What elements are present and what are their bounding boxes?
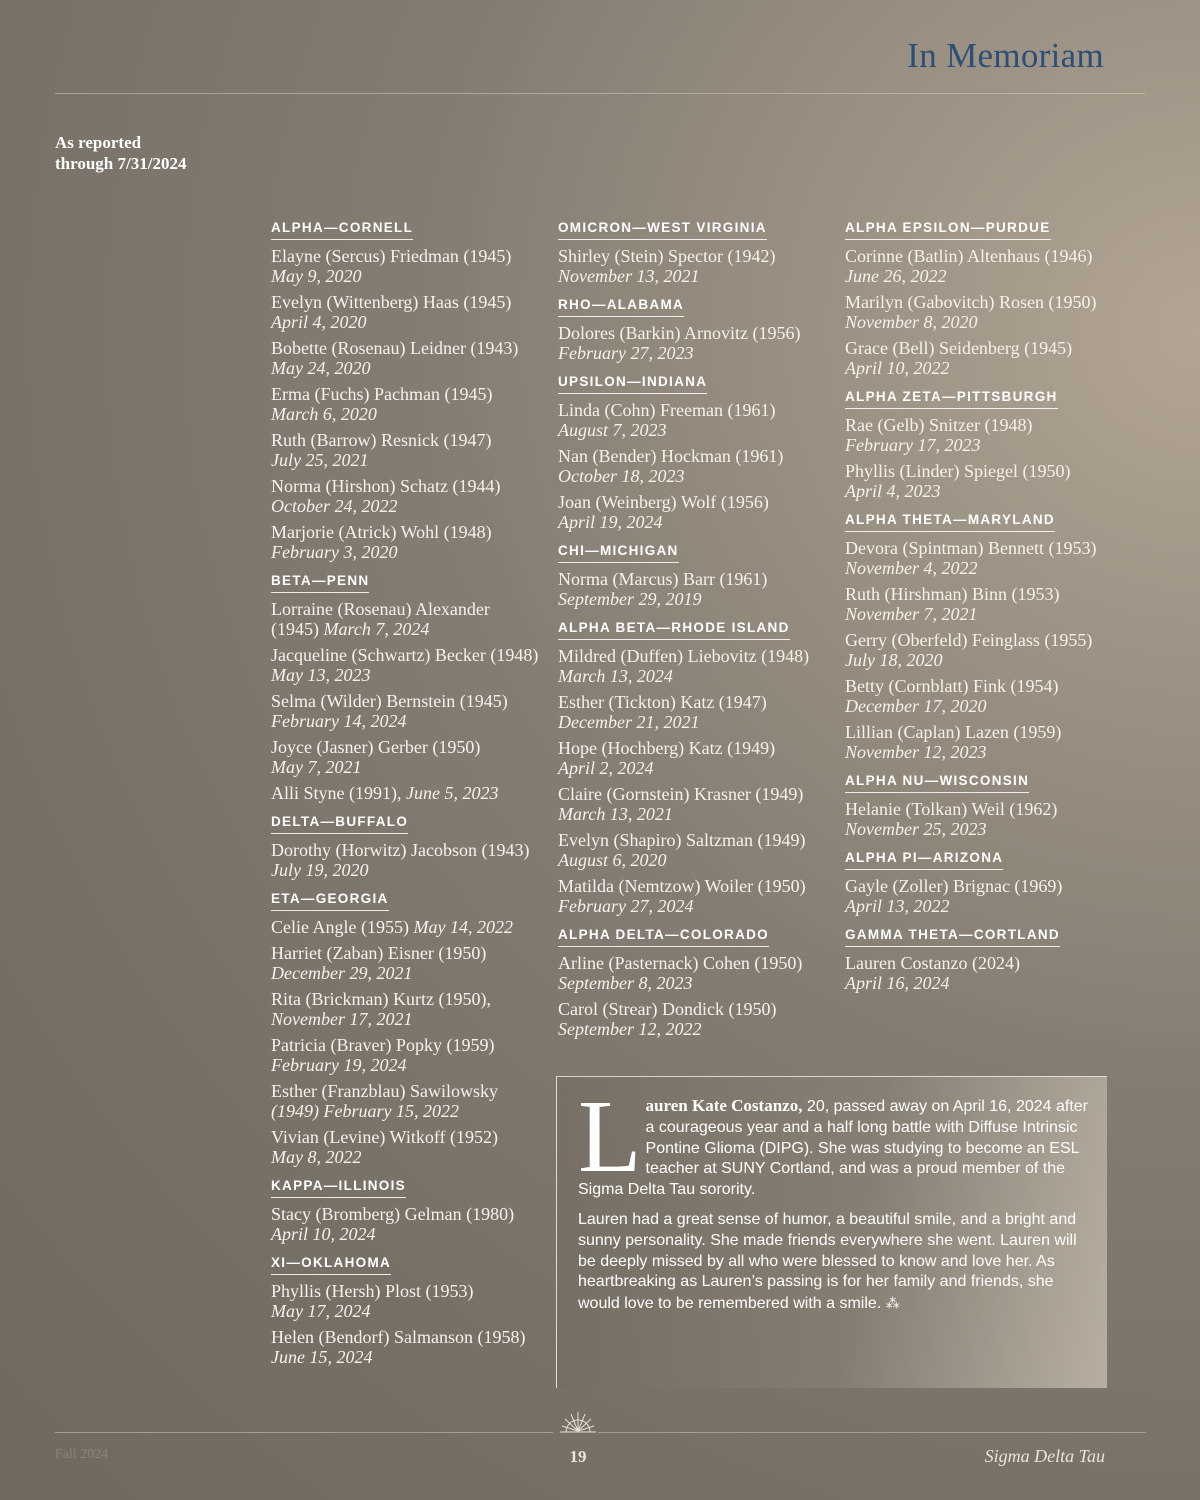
member-name: Helanie (Tolkan) Weil (1962) [845, 799, 1058, 819]
chapter-heading: CHI—MICHIGAN [558, 543, 679, 563]
date-of-passing: November 13, 2021 [558, 266, 700, 286]
chapter-heading: ALPHA DELTA—COLORADO [558, 927, 769, 947]
member-name: Rae (Gelb) Snitzer (1948) [845, 415, 1033, 435]
member-name: Gayle (Zoller) Brignac (1969) [845, 876, 1063, 896]
chapter-heading: ALPHA—CORNELL [271, 220, 413, 240]
memorial-entry [558, 953, 828, 993]
chapter-section [558, 542, 828, 609]
member-name: Lorraine (Rosenau) Alexander (1945) [271, 599, 490, 639]
end-mark-icon: ⁂ [885, 1295, 900, 1312]
memorial-entry [271, 917, 541, 937]
date-of-passing: September 8, 2023 [558, 973, 693, 993]
member-name: Helen (Bendorf) Salmanson (1958) [271, 1327, 526, 1347]
date-of-passing: April 10, 2024 [271, 1224, 376, 1244]
date-of-passing: April 10, 2022 [845, 358, 950, 378]
member-name: Nan (Bender) Hockman (1961) [558, 446, 784, 466]
chapter-heading: XI—OKLAHOMA [271, 1255, 391, 1275]
member-name: Evelyn (Shapiro) Saltzman (1949) [558, 830, 806, 850]
member-name: Norma (Hirshon) Schatz (1944) [271, 476, 501, 496]
date-of-passing: May 17, 2024 [271, 1301, 371, 1321]
member-name: Lauren Costanzo (2024) [845, 953, 1020, 973]
date-of-passing: July 18, 2020 [845, 650, 943, 670]
footer-brand: Sigma Delta Tau [984, 1446, 1105, 1466]
member-name: Phyllis (Hersh) Plost (1953) [271, 1281, 474, 1301]
date-of-passing: February 19, 2024 [271, 1055, 407, 1075]
date-of-passing: November 4, 2022 [845, 558, 978, 578]
date-of-passing: June 5, 2023 [406, 783, 499, 803]
chapter-heading: DELTA—BUFFALO [271, 814, 408, 834]
memorial-entry [845, 630, 1115, 670]
date-of-passing: May 13, 2023 [271, 665, 371, 685]
member-name: Betty (Cornblatt) Fink (1954) [845, 676, 1059, 696]
memorial-entry [558, 492, 828, 532]
member-name: Norma (Marcus) Barr (1961) [558, 569, 768, 589]
memorial-entry [271, 1081, 541, 1121]
memorial-entry [271, 338, 541, 378]
as-of-line-2: through 7/31/2024 [55, 154, 187, 173]
memorial-entry [271, 1204, 541, 1244]
as-of-note [55, 132, 255, 174]
chapter-section [558, 219, 828, 286]
member-name: Linda (Cohn) Freeman (1961) [558, 400, 776, 420]
member-name: Stacy (Bromberg) Gelman (1980) [271, 1204, 515, 1224]
memorial-entry [271, 1281, 541, 1321]
memorial-entry [558, 569, 828, 609]
chapter-section [845, 772, 1115, 839]
memorial-entry [271, 691, 541, 731]
chapter-section [558, 373, 828, 532]
date-of-passing: April 16, 2024 [845, 973, 950, 993]
tribute-paragraph-1-text: 20, passed away on April 16, 2024 after a courageous year and a half long battle with Diffuse Intrinsic Pontine Glioma (DIPG). She was studying to become an ESL teacher at SUNY Cortland, and was a proud member of the Sigma Delta Tau sorority. [578, 1098, 1088, 1199]
member-name: Ruth (Hirshman) Binn (1953) [845, 584, 1060, 604]
chapter-heading: ETA—GEORGIA [271, 891, 389, 911]
chapter-heading: KAPPA—ILLINOIS [271, 1178, 406, 1198]
tribute-box [556, 1076, 1107, 1388]
chapter-section [558, 926, 828, 1039]
date-of-passing: March 7, 2024 [323, 619, 430, 639]
chapter-section [845, 849, 1115, 916]
chapter-heading: UPSILON—INDIANA [558, 374, 707, 394]
header-divider [55, 93, 1145, 94]
date-of-passing: March 13, 2024 [558, 666, 673, 686]
chapter-heading: ALPHA NU—WISCONSIN [845, 773, 1029, 793]
date-of-passing: June 26, 2022 [845, 266, 947, 286]
date-of-passing: April 19, 2024 [558, 512, 663, 532]
memorial-entry [558, 830, 828, 870]
member-name: Mildred (Duffen) Liebovitz (1948) [558, 646, 810, 666]
date-of-passing: August 7, 2023 [558, 420, 667, 440]
member-name: Joyce (Jasner) Gerber (1950) [271, 737, 481, 757]
memorial-entry [845, 538, 1115, 578]
member-name: Carol (Strear) Dondick (1950) [558, 999, 777, 1019]
member-name: Claire (Gornstein) Krasner (1949) [558, 784, 804, 804]
member-name: Ruth (Barrow) Resnick (1947) [271, 430, 492, 450]
chapter-section [271, 1254, 541, 1367]
date-of-passing: May 8, 2022 [271, 1147, 362, 1167]
page-title: In Memoriam [907, 36, 1104, 75]
page-number: 19 [569, 1447, 587, 1466]
memorial-entry [271, 1035, 541, 1075]
member-name: Patricia (Braver) Popky (1959) [271, 1035, 495, 1055]
chapter-section [845, 926, 1115, 993]
memorial-entry [558, 692, 828, 732]
member-name: Marilyn (Gabovitch) Rosen (1950) [845, 292, 1097, 312]
memorial-entry [271, 476, 541, 516]
footer-left-divider [55, 1432, 553, 1433]
memorial-entry [271, 1127, 541, 1167]
memorial-entry [845, 584, 1115, 624]
chapter-section [271, 890, 541, 1167]
tribute-paragraph-1 [578, 1079, 1093, 1201]
memorial-entry [845, 676, 1115, 716]
date-of-passing: July 19, 2020 [271, 860, 369, 880]
date-of-passing: April 4, 2020 [271, 312, 367, 332]
memorial-entry [271, 645, 541, 685]
chapter-section [845, 511, 1115, 762]
sunburst-icon [558, 1406, 598, 1436]
memorial-entry [558, 246, 828, 286]
member-name: Lillian (Caplan) Lazen (1959) [845, 722, 1062, 742]
memorial-entry [558, 446, 828, 486]
date-of-passing: May 7, 2021 [271, 757, 362, 777]
memorial-entry [558, 784, 828, 824]
member-name: Joan (Weinberg) Wolf (1956) [558, 492, 769, 512]
footer-issue: Fall 2024 [55, 1447, 109, 1462]
member-name: Dorothy (Horwitz) Jacobson (1943) [271, 840, 530, 860]
memorial-entry [271, 599, 541, 639]
date-of-passing: November 12, 2023 [845, 742, 987, 762]
member-name: Arline (Pasternack) Cohen (1950) [558, 953, 803, 973]
member-name: Grace (Bell) Seidenberg (1945) [845, 338, 1073, 358]
memorial-entry [845, 292, 1115, 332]
memorial-entry [558, 323, 828, 363]
chapter-section [558, 296, 828, 363]
memorial-entry [845, 246, 1115, 286]
member-name: Elayne (Sercus) Friedman (1945) [271, 246, 512, 266]
member-name: Marjorie (Atrick) Wohl (1948) [271, 522, 492, 542]
member-name: Celie Angle (1955) [271, 917, 409, 937]
member-name: Vivian (Levine) Witkoff (1952) [271, 1127, 498, 1147]
memorial-entry [845, 415, 1115, 455]
member-name: Devora (Spintman) Bennett (1953) [845, 538, 1097, 558]
column-3 [845, 219, 1115, 1003]
chapter-section [271, 572, 541, 803]
member-name: Erma (Fuchs) Pachman (1945) [271, 384, 493, 404]
date-of-passing: February 17, 2023 [845, 435, 981, 455]
chapter-section [271, 219, 541, 562]
date-of-passing: September 12, 2022 [558, 1019, 702, 1039]
chapter-heading: ALPHA EPSILON—PURDUE [845, 220, 1051, 240]
memorial-entry [271, 522, 541, 562]
member-name: Dolores (Barkin) Arnovitz (1956) [558, 323, 801, 343]
tribute-paragraph-2 [578, 1210, 1093, 1315]
chapter-section [558, 619, 828, 916]
as-of-line-1: As reported [55, 133, 142, 152]
member-name: Selma (Wilder) Bernstein (1945) [271, 691, 508, 711]
chapter-section [845, 388, 1115, 501]
date-of-passing: March 13, 2021 [558, 804, 673, 824]
chapter-heading: ALPHA BETA—RHODE ISLAND [558, 620, 790, 640]
date-of-passing: February 14, 2024 [271, 711, 407, 731]
memorial-entry [845, 953, 1115, 993]
member-name: Hope (Hochberg) Katz (1949) [558, 738, 776, 758]
memorial-entry [271, 430, 541, 470]
member-name: Matilda (Nemtzow) Woiler (1950) [558, 876, 806, 896]
memorial-entry [271, 384, 541, 424]
date-of-passing: May 14, 2022 [413, 917, 513, 937]
date-of-passing: October 18, 2023 [558, 466, 685, 486]
date-of-passing: November 25, 2023 [845, 819, 987, 839]
date-of-passing: April 4, 2023 [845, 481, 941, 501]
memorial-entry [845, 722, 1115, 762]
memorial-entry [845, 799, 1115, 839]
memorial-entry [558, 738, 828, 778]
member-name: Corinne (Batlin) Altenhaus (1946) [845, 246, 1093, 266]
memorial-entry [558, 646, 828, 686]
chapter-heading: ALPHA THETA—MARYLAND [845, 512, 1055, 532]
date-of-passing: September 29, 2019 [558, 589, 702, 609]
member-name: Harriet (Zaban) Eisner (1950) [271, 943, 487, 963]
tribute-dropcap: L [578, 1079, 642, 1194]
footer-right-divider [598, 1432, 1146, 1433]
member-name: Esther (Tickton) Katz (1947) [558, 692, 767, 712]
memorial-entry [845, 338, 1115, 378]
date-of-passing: December 17, 2020 [845, 696, 987, 716]
date-of-passing: May 9, 2020 [271, 266, 362, 286]
column-1 [271, 219, 541, 1377]
date-of-passing: November 17, 2021 [271, 1009, 413, 1029]
memorial-entry [271, 783, 541, 803]
member-name: Esther (Franzblau) Sawilowsky [271, 1081, 498, 1101]
chapter-heading: GAMMA THETA—CORTLAND [845, 927, 1060, 947]
chapter-section [845, 219, 1115, 378]
date-of-passing: August 6, 2020 [558, 850, 667, 870]
memorial-entry [271, 1327, 541, 1367]
chapter-heading: RHO—ALABAMA [558, 297, 684, 317]
date-of-passing: February 3, 2020 [271, 542, 398, 562]
column-2 [558, 219, 828, 1049]
memorial-entry [271, 292, 541, 332]
date-of-passing: December 21, 2021 [558, 712, 700, 732]
date-of-passing: April 2, 2024 [558, 758, 654, 778]
date-of-passing: December 29, 2021 [271, 963, 413, 983]
date-of-passing: November 8, 2020 [845, 312, 978, 332]
memorial-entry [271, 989, 541, 1029]
memorial-entry [558, 400, 828, 440]
member-name: Jacqueline (Schwartz) Becker (1948) [271, 645, 539, 665]
chapter-section [271, 813, 541, 880]
memorial-entry [271, 840, 541, 880]
date-of-passing: February 27, 2024 [558, 896, 694, 916]
member-name: Bobette (Rosenau) Leidner (1943) [271, 338, 519, 358]
memorial-entry [845, 876, 1115, 916]
date-of-passing: July 25, 2021 [271, 450, 369, 470]
memorial-entry [271, 246, 541, 286]
tribute-paragraph-2-text: Lauren had a great sense of humor, a beautiful smile, and a bright and sunny personality. She made friends everywhere she went. Lauren will be deeply missed by all who were blessed to know and love her. As heartbreaking as Lauren’s passing is for her family and friends, she would love to be remembered with a smile. [578, 1210, 1077, 1313]
member-name: Alli Styne (1991), [271, 783, 402, 803]
memorial-entry [271, 737, 541, 777]
chapter-heading: ALPHA PI—ARIZONA [845, 850, 1003, 870]
memorial-entry [845, 461, 1115, 501]
member-name: Rita (Brickman) Kurtz (1950), [271, 989, 491, 1009]
member-name: Evelyn (Wittenberg) Haas (1945) [271, 292, 512, 312]
date-of-passing: April 13, 2022 [845, 896, 950, 916]
member-name: Phyllis (Linder) Spiegel (1950) [845, 461, 1071, 481]
chapter-heading: OMICRON—WEST VIRGINIA [558, 220, 767, 240]
date-of-passing: June 15, 2024 [271, 1347, 373, 1367]
memorial-entry [271, 943, 541, 983]
memorial-entry [558, 876, 828, 916]
member-name: Gerry (Oberfeld) Feinglass (1955) [845, 630, 1093, 650]
chapter-section [271, 1177, 541, 1244]
date-of-passing: February 27, 2023 [558, 343, 694, 363]
date-of-passing: May 24, 2020 [271, 358, 371, 378]
memorial-entry [558, 999, 828, 1039]
date-of-passing: October 24, 2022 [271, 496, 398, 516]
chapter-heading: ALPHA ZETA—PITTSBURGH [845, 389, 1058, 409]
date-of-passing: March 6, 2020 [271, 404, 377, 424]
tribute-lead-name: auren Kate Costanzo, [645, 1096, 803, 1115]
date-of-passing: (1949) February 15, 2022 [271, 1101, 459, 1121]
member-name: Shirley (Stein) Spector (1942) [558, 246, 776, 266]
chapter-heading: BETA—PENN [271, 573, 369, 593]
date-of-passing: November 7, 2021 [845, 604, 978, 624]
